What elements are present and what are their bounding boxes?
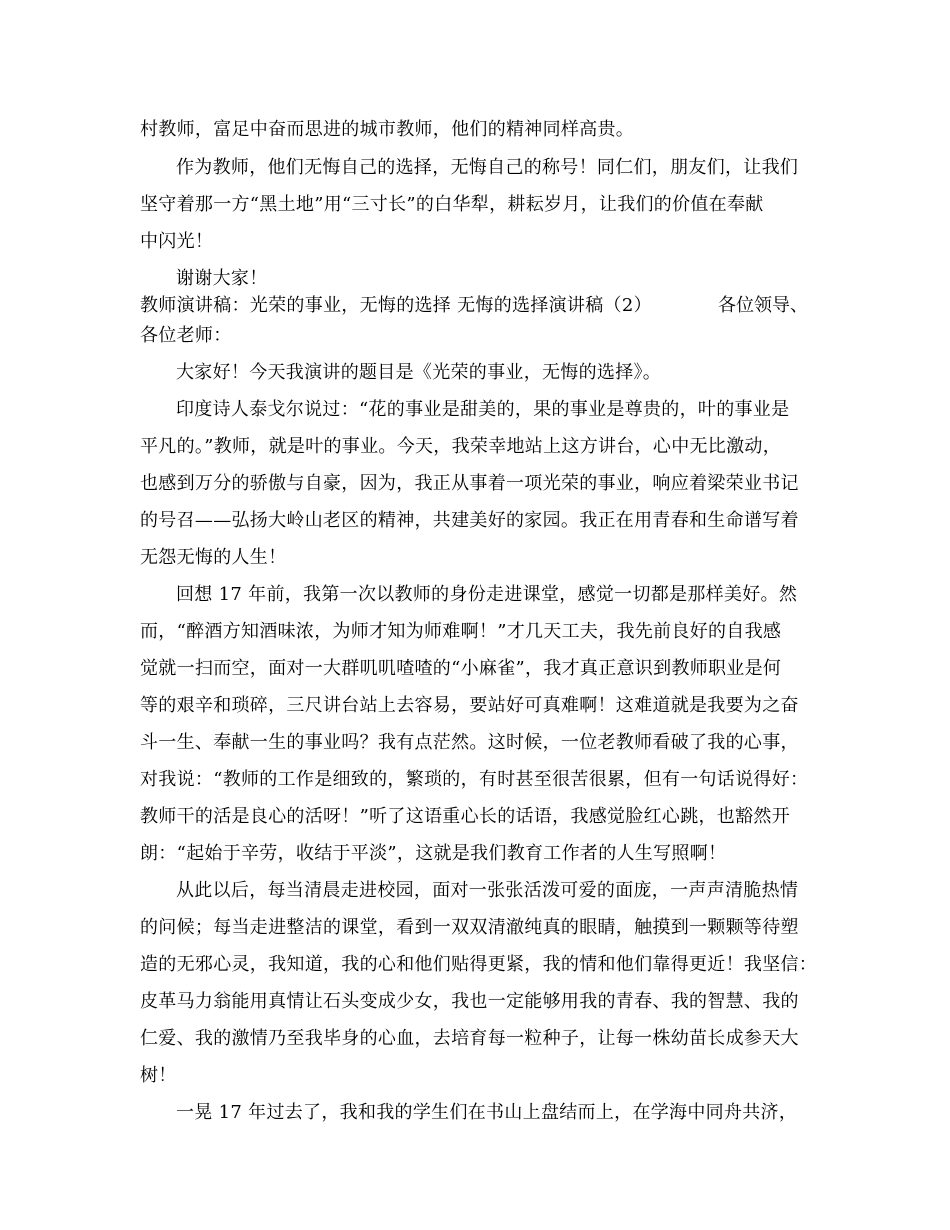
text-line: 教师干的活是良心的活呀！”听了这语重心长的话语，我感觉脸红心跳，也豁然开 (140, 806, 790, 827)
text-line: 而，“醉酒方知酒味浓，为师才知为师难啊！”才几天工夫，我先前良好的自我感 (140, 621, 782, 642)
text-line: 平凡的。”教师，就是叶的事业。今天，我荣幸地站上这方讲台，心中无比激动， (140, 436, 781, 457)
text-line: 印度诗人泰戈尔说过：“花的事业是甜美的，果的事业是尊贵的，叶的事业是 (176, 399, 790, 420)
section-title-continued: 各位领导、 (718, 295, 808, 316)
text-line: 无怨无悔的人生！ (140, 547, 287, 568)
text-line: 作为教师，他们无悔自己的选择，无悔自己的称号！同仁们，朋友们，让我们 (176, 157, 799, 178)
text-line: 的号召——弘扬大岭山老区的精神，共建美好的家园。我正在用青春和生命谱写着 (140, 510, 799, 531)
section-title: 教师演讲稿：光荣的事业，无悔的选择 无悔的选择演讲稿（2） (140, 295, 652, 316)
text-line: 树！ (140, 1065, 177, 1086)
text-line: 皮革马力翁能用真情让石头变成少女，我也一定能够用我的青春、我的智慧、我的 (140, 991, 799, 1012)
text-line: 对我说：“教师的工作是细致的，繁琐的，有时甚至很苦很累，但有一句话说得好： (140, 769, 809, 790)
text-line: 从此以后，每当清晨走进校园，面对一张张活泼可爱的面庞，一声声清脆热情 (176, 880, 799, 901)
text-line: 大家好！今天我演讲的题目是《光荣的事业，无悔的选择》。 (176, 362, 662, 383)
text-line: 谢谢大家！ (176, 268, 268, 289)
text-line: 等的艰辛和琐碎，三尺讲台站上去容易，要站好可真难啊！这难道就是我要为之奋 (140, 695, 799, 716)
text-line: 坚守着那一方“黑土地”用“三寸长”的白华犁，耕耘岁月，让我们的价值在奉献 (140, 194, 764, 215)
text-line: 回想 17 年前，我第一次以教师的身份走进课堂，感觉一切都是那样美好。然 (176, 584, 798, 605)
text-line: 造的无邪心灵，我知道，我的心和他们贴得更紧，我的情和他们靠得更近！我坚信： (140, 954, 818, 975)
text-line: 村教师，富足中奋而思进的城市教师，他们的精神同样高贵。 (140, 119, 635, 140)
text-line: 朗：“起始于辛劳，收结于平淡”，这就是我们教育工作者的人生写照啊！ (140, 843, 727, 864)
text-line: 中闪光！ (140, 231, 214, 252)
text-line: 也感到万分的骄傲与自豪，因为，我正从事着一项光荣的事业，响应着梁荣业书记 (140, 473, 799, 494)
text-line: 斗一生、奉献一生的事业吗？我有点茫然。这时候，一位老教师看破了我的心事， (140, 732, 799, 753)
text-line: 一晃 17 年过去了，我和我的学生们在书山上盘结而上，在学海中同舟共济， (176, 1102, 798, 1123)
text-line: 各位老师： (140, 325, 232, 346)
text-line: 仁爱、我的激情乃至我毕身的心血，去培育每一粒种子，让每一株幼苗长成参天大 (140, 1028, 799, 1049)
text-line: 觉就一扫而空，面对一大群叽叽喳喳的“小麻雀”，我才真正意识到教师职业是何 (140, 658, 782, 679)
text-line: 的问候；每当走进整洁的课堂，看到一双双清澈纯真的眼睛，触摸到一颗颗等待塑 (140, 917, 799, 938)
